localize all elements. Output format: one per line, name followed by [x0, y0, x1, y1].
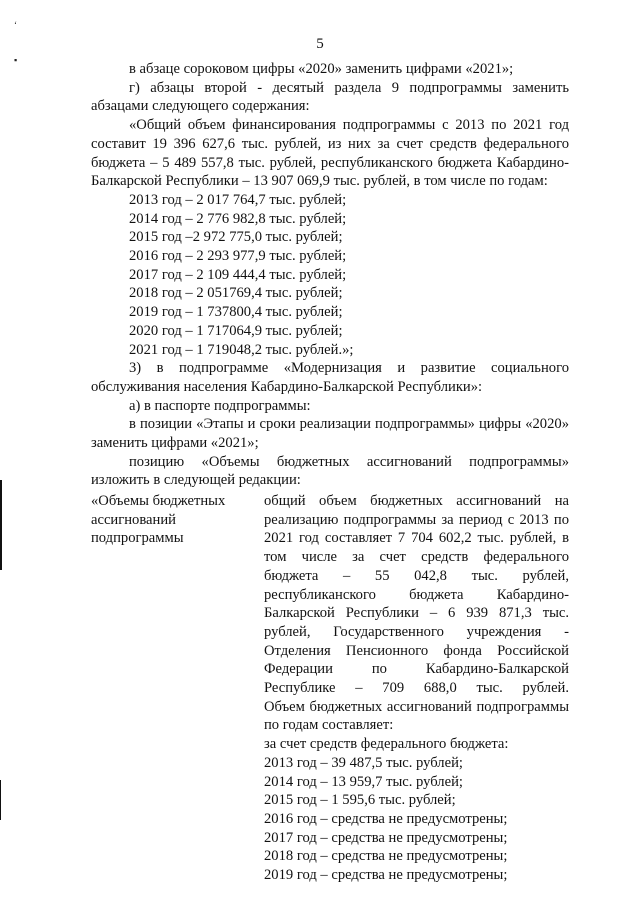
year-line: 2013 год – 2 017 764,7 тыс. рублей;	[129, 191, 347, 208]
paragraph: а) в паспорте подпрограммы:	[129, 397, 311, 414]
year-line: 2019 год – 1 737800,4 тыс. рублей;	[129, 304, 343, 321]
page-number: 5	[316, 36, 324, 52]
scan-mark-top: ‘	[14, 20, 17, 30]
document-body	[91, 60, 569, 490]
year-line: 2014 год – 2 776 982,8 тыс. рублей;	[129, 210, 347, 227]
paragraph: «Общий объем финансирования подпрограммы с 2013 по 2021 год составит 19 396 627,6 тыс. рублей, из них за счет средств федерального бюджета – 5 489 557,8 тыс. рублей, республиканского бюджета Кабардино-Балкарской Республики – 13 907 069,9 тыс. рублей, в том числе по годам:	[91, 117, 569, 190]
paragraph: в абзаце сороковом цифры «2020» заменить цифрами «2021»;	[129, 61, 514, 77]
table-year-line: 2013 год – 39 487,5 тыс. рублей;	[264, 754, 463, 771]
year-line: 2020 год – 1 717064,9 тыс. рублей;	[129, 322, 343, 339]
year-line: 2017 год – 2 109 444,4 тыс. рублей;	[129, 266, 347, 283]
table-right-cell	[264, 492, 569, 885]
scan-edge-line	[0, 480, 2, 570]
paragraph: позицию «Объемы бюджетных ассигнований подпрограммы» изложить в следующей редакции:	[91, 453, 569, 489]
table-year-line: 2014 год – 13 959,7 тыс. рублей;	[264, 773, 463, 790]
table-year-line: 2017 год – средства не предусмотрены;	[264, 829, 508, 846]
scan-edge-line-lower	[0, 780, 1, 820]
table-year-line: 2019 год – средства не предусмотрены;	[264, 867, 508, 884]
table-year-line: 2016 год – средства не предусмотрены;	[264, 810, 508, 827]
table-year-line: 2015 год – 1 595,6 тыс. рублей;	[264, 792, 456, 809]
table-year-line: 2018 год – средства не предусмотрены;	[264, 848, 508, 865]
paragraph: г) абзацы второй - десятый раздела 9 подпрограммы заменить абзацами следующего содержания:	[91, 79, 569, 115]
year-line: 2016 год – 2 293 977,9 тыс. рублей;	[129, 248, 347, 265]
table-left-cell: «Объемы бюджетных ассигнований подпрограммы	[91, 493, 226, 547]
year-line: 2015 год –2 972 775,0 тыс. рублей;	[129, 229, 343, 246]
scan-mark-second: ▪	[14, 55, 18, 65]
paragraph: в позиции «Этапы и сроки реализации подпрограммы» цифры «2020» заменить цифрами «2021»;	[91, 416, 569, 452]
year-line: 2018 год – 2 051769,4 тыс. рублей;	[129, 285, 343, 302]
table-paragraph: Объем бюджетных ассигнований подпрограммы по годам составляет:	[264, 698, 569, 734]
paragraph: 3) в подпрограмме «Модернизация и развитие социального обслуживания населения Кабардино-Балкарской Республики»:	[91, 360, 569, 395]
table-paragraph: общий объем бюджетных ассигнований на реализацию подпрограммы за период с 2013 по 2021 год составляет 7 704 602,2 тыс. рублей, в том числе за счет средств федерального бюджета – 55 042,8 тыс. рублей, республиканского бюджета Кабардино-Балкарской Республики – 6 939 871,3 тыс. рублей, Государственного учреждения - Отделения Пенсионного фонда Российской Федерации по Кабардино-Балкарской Республике – 709 688,0 тыс. рублей.	[264, 493, 569, 697]
table-paragraph: за счет средств федерального бюджета:	[264, 736, 509, 753]
year-line: 2021 год – 1 719048,2 тыс. рублей.»;	[129, 341, 354, 358]
